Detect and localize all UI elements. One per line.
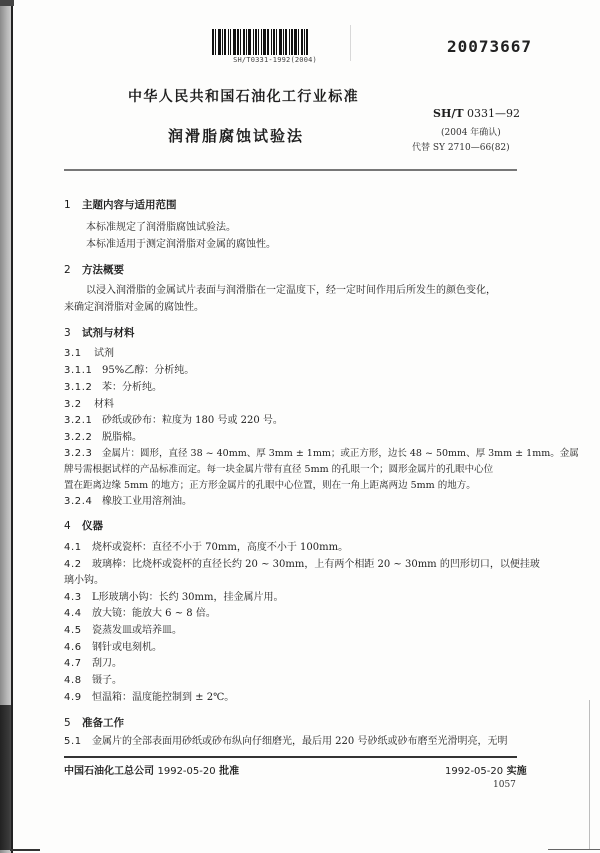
- clause-text: 瓷蒸发皿或培养皿。: [92, 625, 182, 636]
- clause: [64, 414, 283, 428]
- effective-label: 实施: [503, 766, 527, 777]
- clause: [64, 541, 348, 555]
- clause-text: 钢针或电刻机。: [92, 642, 162, 653]
- clause: [64, 398, 114, 412]
- clause: [64, 674, 122, 688]
- clause-text: 苯：分析纯。: [102, 382, 162, 393]
- page-number: 1057: [493, 780, 516, 790]
- clause-text: 金属片：圆形，直径 38 ~ 40mm、厚 3mm ± 1mm；或正方形，边长 48 ~ 50mm、厚 3mm ± 1mm。金属: [102, 448, 579, 459]
- standard-code-prefix: SH/T: [433, 107, 464, 120]
- clause-continued: 璃小钩。: [64, 575, 104, 586]
- clause-text: 恒温箱：温度能控制到 ± 2℃。: [92, 692, 235, 703]
- clause: [64, 691, 234, 705]
- scan-right-edge: [589, 700, 590, 850]
- section-number: 2: [64, 264, 71, 276]
- section-heading-1: [64, 197, 177, 212]
- clause-number: 4.5: [64, 625, 82, 636]
- clause-text: 材料: [94, 399, 114, 410]
- clause-text: 砂纸或砂布：粒度为 180 号或 220 号。: [102, 415, 283, 426]
- clause-number: 4.2: [64, 559, 82, 570]
- paragraph-continued: 来确定润滑脂对金属的腐蚀性。: [64, 302, 204, 313]
- section-heading-2: [64, 262, 124, 277]
- clause-text: 放大镜：能放大 6 ~ 8 倍。: [92, 608, 216, 619]
- clause-text: 试剂: [94, 348, 114, 359]
- paragraph: 以浸入润滑脂的金属试片表面与润滑脂在一定温度下，经一定时间作用后所发生的颜色变化，: [86, 285, 496, 296]
- effective-date: 1992-05-20: [445, 766, 504, 777]
- scan-corner: [0, 0, 14, 6]
- clause-number: 4.1: [64, 542, 82, 553]
- clause-number: 4.8: [64, 675, 82, 686]
- stamped-document-number: 20073667: [447, 37, 533, 56]
- clause: [64, 381, 162, 395]
- section-number: 4: [64, 520, 71, 532]
- barcode-label: SH/T0331-1992(2004): [233, 56, 317, 64]
- clause-text: 金属片的全部表面用砂纸或砂布纵向仔细磨光，最后用 220 号砂纸或砂布磨至光滑明亮，无明: [92, 736, 508, 747]
- clause-number: 3.1.1: [64, 365, 93, 376]
- barcode: [212, 29, 332, 55]
- section-heading-3: [64, 325, 135, 340]
- clause-number: 3.2.3: [64, 448, 93, 459]
- section-title: 试剂与材料: [82, 327, 135, 339]
- replaces-standard: 代替 SY 2710—66(82): [412, 143, 510, 153]
- scan-bottom-edge-right: [548, 849, 600, 850]
- clause-number: 3.2.2: [64, 432, 93, 443]
- scan-bottom-edge-left: [10, 849, 40, 851]
- clause-text: 镊子。: [92, 675, 122, 686]
- clause: [64, 447, 579, 461]
- clause-number: 3.2.1: [64, 415, 93, 426]
- standard-title: 润滑脂腐蚀试验法: [168, 127, 305, 145]
- standard-code-number: 0331—92: [463, 107, 521, 120]
- confirmation-year: (2004 年确认): [441, 128, 501, 138]
- clause-number: 4.7: [64, 658, 82, 669]
- section-title: 准备工作: [82, 717, 124, 729]
- clause-text: L形玻璃小钩：长约 30mm，挂金属片用。: [92, 592, 284, 603]
- approval-label: 批准: [215, 766, 240, 777]
- issuer: 中国石油化工总公司: [64, 766, 158, 777]
- approval-date: 1992-05-20: [157, 766, 216, 777]
- clause: [64, 591, 284, 605]
- clause-number: 3.1: [64, 348, 82, 359]
- section-heading-5: [64, 715, 124, 730]
- clause: [64, 624, 182, 638]
- section-number: 5: [64, 717, 71, 729]
- clause-text: 刮刀。: [92, 658, 122, 669]
- clause: [64, 364, 194, 378]
- approval-info: [64, 762, 239, 777]
- section-title: 方法概要: [82, 264, 124, 276]
- scan-divider: [350, 25, 351, 61]
- clause-continued: 牌号需根据试样的产品标准而定。每一块金属片带有直径 5mm 的孔眼一个；圆形金属片的孔眼中心位: [64, 464, 494, 475]
- clause: [64, 735, 507, 749]
- clause-number: 3.2: [64, 399, 82, 410]
- section-title: 主题内容与适用范围: [82, 199, 177, 211]
- clause-text: 脱脂棉。: [102, 432, 142, 443]
- paragraph: 本标准适用于测定润滑脂对金属的腐蚀性。: [86, 239, 276, 250]
- clause-number: 4.4: [64, 608, 82, 619]
- clause-continued: 置在距离边缘 5mm 的地方；正方形金属片的孔眼中心位置，则在一角上距离两边 5mm 的地方。: [64, 480, 476, 491]
- header-rule: [64, 169, 517, 171]
- effective-info: [445, 762, 527, 777]
- clause-number: 4.9: [64, 692, 82, 703]
- clause-number: 4.3: [64, 592, 82, 603]
- scan-edge-line: [11, 0, 13, 853]
- standard-code: [433, 107, 520, 120]
- clause: [64, 607, 216, 621]
- clause-text: 95%乙醇：分析纯。: [102, 365, 195, 376]
- clause-text: 烧杯或瓷杯：直径不小于 70mm，高度不小于 100mm。: [92, 542, 349, 553]
- clause: [64, 431, 142, 445]
- clause: [64, 347, 114, 361]
- clause: [64, 641, 162, 655]
- paragraph: 本标准规定了润滑脂腐蚀试验法。: [86, 222, 236, 233]
- clause: [64, 495, 192, 509]
- footer-rule: [64, 756, 517, 758]
- section-number: 3: [64, 327, 71, 339]
- clause-number: 4.6: [64, 642, 82, 653]
- clause-text: 玻璃棒：比烧杯或瓷杯的直径长约 20 ~ 30mm，上有两个相距 20 ~ 30mm 的凹形切口，以便挂玻: [92, 559, 540, 570]
- standard-category: 中华人民共和国石油化工行业标准: [128, 89, 359, 105]
- clause: [64, 657, 122, 671]
- clause-number: 3.1.2: [64, 382, 93, 393]
- section-heading-4: [64, 518, 103, 533]
- section-number: 1: [64, 199, 71, 211]
- section-title: 仪器: [82, 520, 103, 532]
- clause-number: 3.2.4: [64, 496, 93, 507]
- clause: [64, 558, 540, 572]
- clause-text: 橡胶工业用溶剂油。: [102, 496, 192, 507]
- clause-number: 5.1: [64, 736, 82, 747]
